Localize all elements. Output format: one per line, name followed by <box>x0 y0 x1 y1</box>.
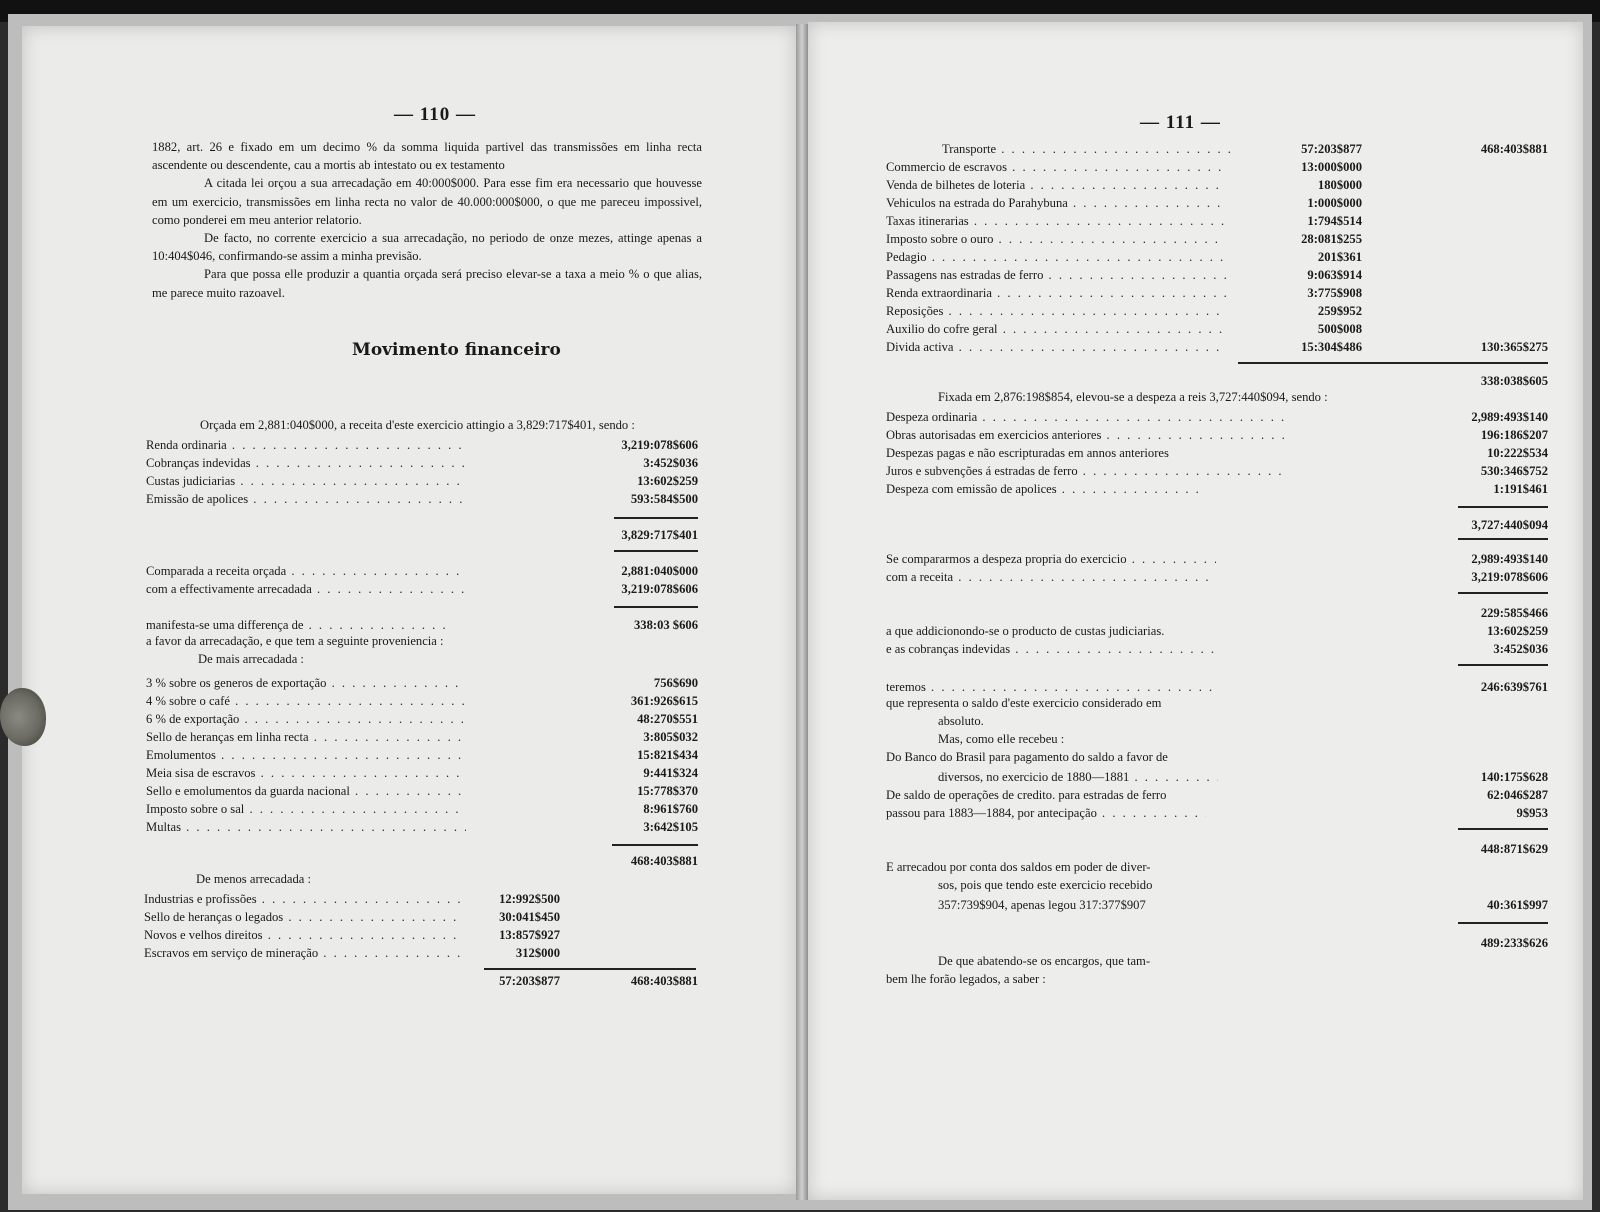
ledger-row: Despezas pagas e não escripturadas em annos anteriores 10:222$534 <box>886 446 1548 460</box>
ledger-row: a que addicionondo-se o producto de custas judiciarias. 13:602$259 <box>886 624 1548 638</box>
left-page-number: — 110 — <box>394 104 476 125</box>
menos-total: 57:203$877 <box>499 974 560 988</box>
paragraph: Para que possa elle produzir a quantia orçada será preciso elevar-se a taxa a meio % o que alias, me parece muito razoavel. <box>152 267 702 300</box>
ledger-row: Despeza ordinaria . . . 2,989:493$140 <box>886 408 1548 426</box>
sum-rule <box>1458 828 1548 830</box>
ledger-row: e as cobranças indevidas . . . 3:452$036 <box>886 640 1548 658</box>
mais-total: 468:403$881 <box>630 854 698 868</box>
sum-rule <box>614 606 698 608</box>
saldo-row: 489:233$626 <box>1480 936 1548 950</box>
ledger-row: Comparada a receita orçada . . . 2,881:040$000 <box>146 562 698 580</box>
text-line: bem lhe forão legados, a saber : <box>886 972 1046 986</box>
ledger-row: 4 % sobre o café . . . 361:926$615 <box>146 692 698 710</box>
ledger-row: 6 % de exportação . . . 48:270$551 <box>146 710 698 728</box>
ledger-row: manifesta-se uma differença de . . . 338:03 $606 <box>146 616 698 634</box>
ledger-row: Sello de heranças em linha recta . . . 3:805$032 <box>146 728 698 746</box>
section-heading: Movimento financeiro <box>352 340 561 360</box>
ledger-row: Sello e emolumentos da guarda nacional . . . 15:778$370 <box>146 782 698 800</box>
teremos-row: teremos . . . 246:639$761 <box>886 678 1548 696</box>
despeza-intro: Fixada em 2,876:198$854, elevou-se a despeza a reis 3,727:440$094, sendo : <box>938 390 1328 404</box>
ledger-row: Novos e velhos direitos . . . 13:857$927 <box>144 926 560 944</box>
sum-rule <box>1458 922 1548 924</box>
ledger-row: Taxas itinerarias . . . 1:794$514 <box>886 212 1548 230</box>
menos-label: De menos arrecadada : <box>196 872 312 886</box>
sum-rule <box>1458 506 1548 508</box>
book-gutter <box>796 24 808 1200</box>
sum-rule <box>612 844 698 846</box>
ledger-row: Emolumentos . . . 15:821$434 <box>146 746 698 764</box>
ledger-row: 357:739$904, apenas legou 317:377$907 40:361$997 <box>938 898 1548 912</box>
left-intro-paragraphs <box>152 138 702 302</box>
despeza-total: 3,727:440$094 <box>1471 518 1548 532</box>
ledger-row: Multas . . . 3:642$105 <box>146 818 698 836</box>
ledger-row: 3 % sobre os generos de exportação . . . 756$690 <box>146 674 698 692</box>
ledger-row: Cobranças indevidas . . . 3:452$036 <box>146 454 698 472</box>
ledger-row: Custas judiciarias . . . 13:602$259 <box>146 472 698 490</box>
receita-intro: Orçada em 2,881:040$000, a receita d'este exercicio attingio a 3,829:717$401, sendo : <box>200 418 635 432</box>
ledger-row: Vehiculos na estrada do Parahybuna . . . 1:000$000 <box>886 194 1548 212</box>
right-page-number: — 111 — <box>1140 112 1221 133</box>
ledger-row: Venda de bilhetes de loteria . . . 180$000 <box>886 176 1548 194</box>
ledger-row: Reposições . . . 259$952 <box>886 302 1548 320</box>
ledger-row: Pedagio . . . 201$361 <box>886 248 1548 266</box>
paragraph: De facto, no corrente exercicio a sua arrecadação, no periodo de onze mezes, attinge apenas a 10:404$046, confirmando-se assim a minha previsão. <box>152 231 702 264</box>
sum-rule <box>1238 362 1548 364</box>
sum-rule <box>614 517 698 519</box>
right-page <box>808 22 1583 1200</box>
ledger-row: Industrias e profissões . . . 12:992$500 <box>144 890 560 908</box>
text-line: absoluto. <box>938 714 984 728</box>
book-spread <box>8 14 1592 1210</box>
text-line: Mas, como elle recebeu : <box>938 732 1065 746</box>
ledger-row: Divida activa . . . 15:304$486 130:365$275 <box>886 338 1548 356</box>
ledger-row: com a effectivamente arrecadada . . . 3,219:078$606 <box>146 580 698 598</box>
proveniencia-line: a favor da arrecadação, e que tem a seguinte proveniencia : <box>146 634 444 648</box>
ledger-row: Se compararmos a despeza propria do exercicio . . . 2,989:493$140 <box>886 550 1548 568</box>
ledger-row: Meia sisa de escravos . . . 9:441$324 <box>146 764 698 782</box>
sum-rule <box>614 550 698 552</box>
ledger-row: com a receita . . . 3,219:078$606 <box>886 568 1548 586</box>
saldo-row: 229:585$466 <box>1480 606 1548 620</box>
paragraph: 1882, art. 26 e fixado em um decimo % da somma liquida partivel das transmissões em linha recta ascendente ou descendente, cau a mortis ab intestato ou ex testamento <box>152 140 702 173</box>
paragraph: A citada lei orçou a sua arrecadação em 40:000$000. Para esse fim era necessario que houvesse em um exercicio, transmissões em linha recta no valor de 40.000:000$000, o que me pareceu impossivel, como ponderei em meu anterior relatorio. <box>152 176 702 227</box>
sum-rule <box>484 968 696 970</box>
sum-rule <box>1458 538 1548 540</box>
ledger-row: Juros e subvenções á estradas de ferro . . . 530:346$752 <box>886 462 1548 480</box>
text-line: que representa o saldo d'este exercicio considerado em <box>886 696 1162 710</box>
ledger-row: Auxilio do cofre geral . . . 500$008 <box>886 320 1548 338</box>
sum-rule <box>1458 664 1548 666</box>
sum-rule <box>1458 592 1548 594</box>
ledger-row: Renda ordinaria . . . 3,219:078$606 <box>146 436 698 454</box>
ledger-row: Escravos em serviço de mineração . . . 312$000 <box>144 944 560 962</box>
text-line: sos, pois que tendo este exercicio recebido <box>938 878 1153 892</box>
page-clip-shadow <box>0 688 46 746</box>
ledger-row: De saldo de operações de credito. para estradas de ferro 62:046$287 <box>886 788 1548 802</box>
ledger-row: Imposto sobre o sal . . . 8:961$760 <box>146 800 698 818</box>
ledger-row: Imposto sobre o ouro . . . 28:081$255 <box>886 230 1548 248</box>
text-line: E arrecadou por conta dos saldos em poder de diver- <box>886 860 1151 874</box>
text-line: Do Banco do Brasil para pagamento do saldo a favor de <box>886 750 1168 764</box>
receita-total: 3,829:717$401 <box>621 528 698 542</box>
ledger-row: Passagens nas estradas de ferro . . . 9:063$914 <box>886 266 1548 284</box>
ledger-row: Renda extraordinaria . . . 3:775$908 <box>886 284 1548 302</box>
ledger-row: Commercio de escravos . . . 13:000$000 <box>886 158 1548 176</box>
ledger-row: Despeza com emissão de apolices . . . 1:191$461 <box>886 480 1548 498</box>
ledger-row: Obras autorisadas em exercicios anteriores . . . 196:186$207 <box>886 426 1548 444</box>
left-page <box>22 26 796 1194</box>
text-line: De que abatendo-se os encargos, que tam- <box>938 954 1151 968</box>
ledger-row: Emissão de apolices . . . 593:584$500 <box>146 490 698 508</box>
mais-label: De mais arrecadada : <box>198 652 304 666</box>
saldo-row: 448:871$629 <box>1480 842 1548 856</box>
menos-total-right: 468:403$881 <box>630 974 698 988</box>
ledger-row: passou para 1883—1884, por antecipação . . . 9$953 <box>886 804 1548 822</box>
ledger-row: Sello de heranças o legados . . . 30:041$450 <box>144 908 560 926</box>
subtotal-row: 338:038$605 <box>1480 374 1548 388</box>
ledger-row: diversos, no exercicio de 1880—1881 . . . 140:175$628 <box>938 768 1548 786</box>
transporte-row: Transporte . . . 57:203$877 468:403$881 <box>942 140 1548 158</box>
